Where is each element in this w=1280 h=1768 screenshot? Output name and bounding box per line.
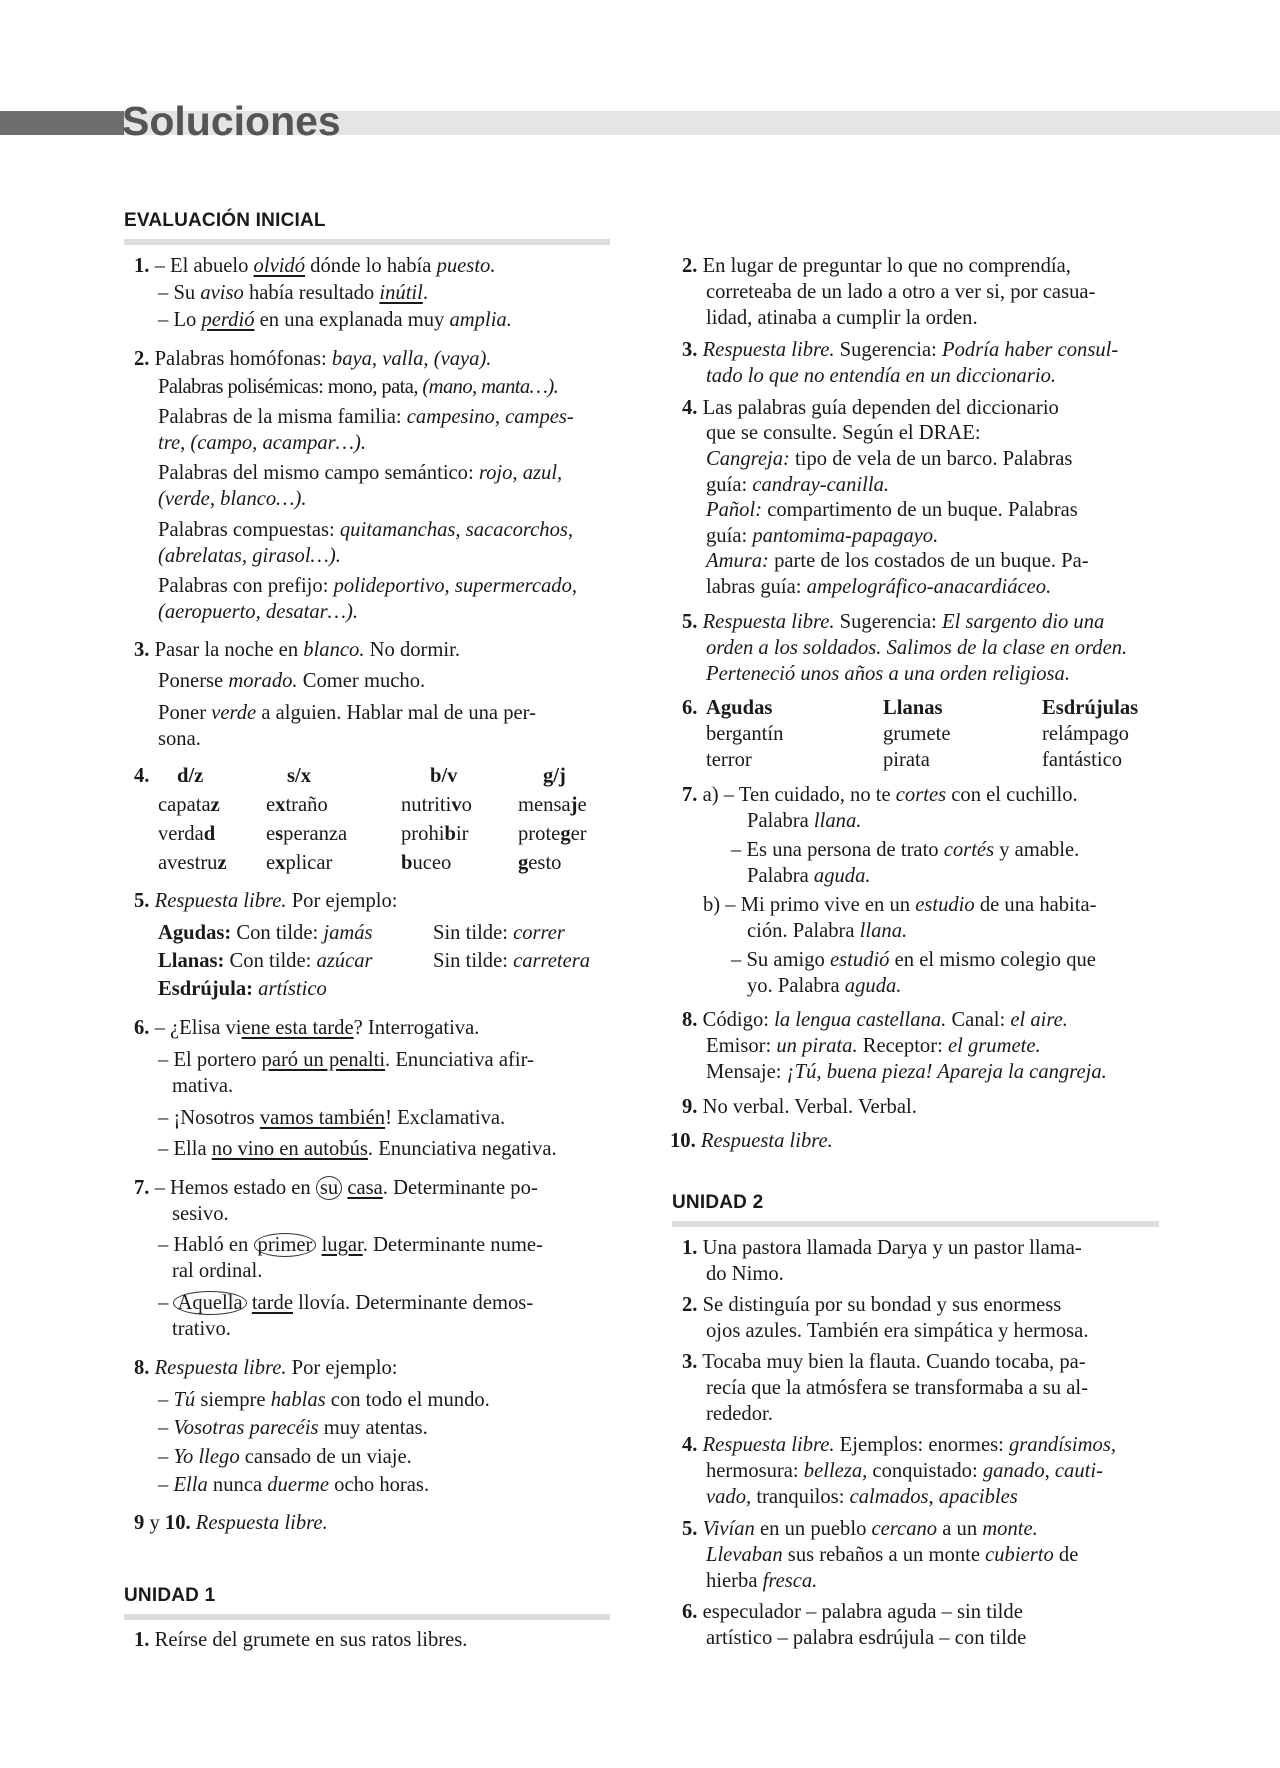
unidad1-item-1: 1. Reírse del grumete en sus ratos libres. bbox=[134, 1629, 468, 1651]
table-cell: relámpago bbox=[1042, 723, 1129, 745]
circled-word: su bbox=[316, 1176, 342, 1200]
table-header: d/z bbox=[177, 765, 204, 787]
table-cell: prohibir bbox=[401, 823, 469, 845]
table-cell: fantástico bbox=[1042, 749, 1123, 771]
section-rule bbox=[124, 1614, 610, 1620]
circled-word: primer bbox=[254, 1233, 317, 1257]
table-cell: buceo bbox=[401, 852, 452, 874]
table-cell: mensaje bbox=[518, 794, 587, 816]
table-header: s/x bbox=[287, 765, 312, 787]
table-cell: avestruz bbox=[158, 852, 227, 874]
evaluacion-item-9-10: 9 y 10. Respuesta libre. bbox=[134, 1512, 328, 1534]
title-banner-accent bbox=[0, 111, 124, 135]
unidad1-item-10: 10. Respuesta libre. bbox=[670, 1130, 833, 1152]
table-header: Esdrújulas bbox=[1042, 697, 1139, 719]
table-cell: terror bbox=[706, 749, 752, 771]
table-header: g/j bbox=[543, 765, 566, 787]
table-header: Agudas bbox=[706, 697, 773, 719]
table-cell: extraño bbox=[266, 794, 328, 816]
table-cell: grumete bbox=[883, 723, 951, 745]
table-cell: capataz bbox=[158, 794, 220, 816]
section-rule bbox=[124, 239, 610, 245]
heading-evaluacion-inicial: EVALUACIÓN INICIAL bbox=[124, 210, 326, 231]
table-header: b/v bbox=[430, 765, 458, 787]
page-title: Soluciones bbox=[122, 98, 341, 144]
table-cell: verdad bbox=[158, 823, 216, 845]
table-header: Llanas bbox=[883, 697, 943, 719]
table-cell: pirata bbox=[883, 749, 930, 771]
table-cell: bergantín bbox=[706, 723, 784, 745]
heading-unidad-2: UNIDAD 2 bbox=[672, 1192, 764, 1213]
table-cell: explicar bbox=[266, 852, 333, 874]
table-cell: gesto bbox=[518, 852, 562, 874]
table-cell: esperanza bbox=[266, 823, 348, 845]
table-cell: nutritivo bbox=[401, 794, 472, 816]
table-cell: proteger bbox=[518, 823, 587, 845]
heading-unidad-1: UNIDAD 1 bbox=[124, 1585, 216, 1606]
unidad1-item-9: 9. No verbal. Verbal. Verbal. bbox=[682, 1096, 917, 1118]
section-rule bbox=[672, 1221, 1159, 1227]
circled-word: Aquella bbox=[173, 1291, 246, 1315]
